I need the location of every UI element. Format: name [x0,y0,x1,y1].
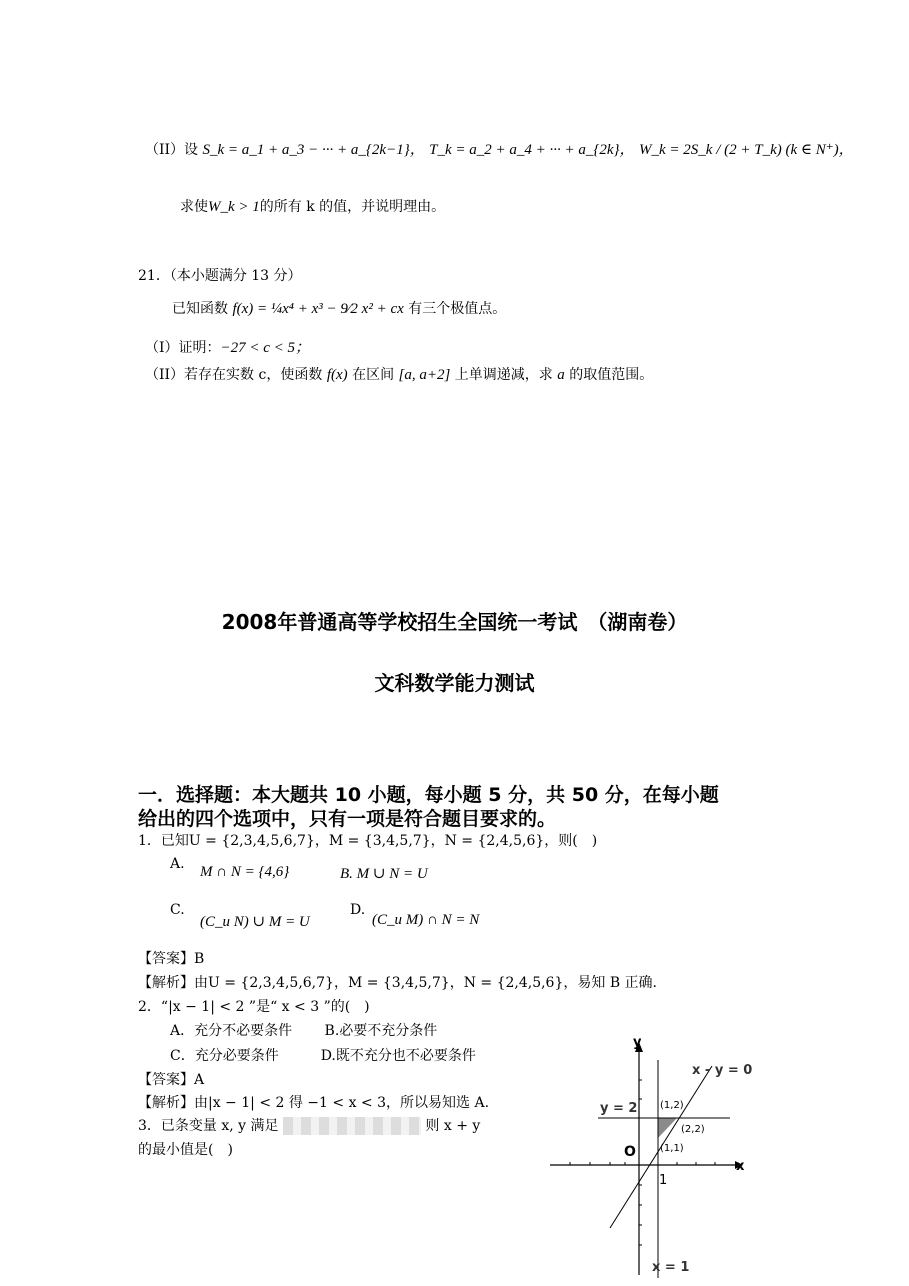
tick-1-label: 1 [659,1173,668,1188]
tk-formula: T_k = a_2 + a_4 + ··· + a_{2k}， [429,142,635,158]
problem21-part2 [145,364,653,384]
q1-answer: 【答案】B [138,951,205,967]
line-xy-label: x - y = 0 [692,1063,753,1078]
exam-subtitle: 文科数学能力测试 [374,671,535,695]
ask-prefix: 求使 [180,199,208,215]
part2-text-d: 的取值范围。 [569,367,654,383]
prev-part2-ask [180,196,445,216]
line-y2-label: y = 2 [600,1101,638,1116]
stem-suffix: 有三个极值点。 [408,301,507,317]
q1-opt-c-label: C. [170,902,185,918]
wk-formula: W_k = 2S_k / (2 + T_k) (k ∈ N⁺)， [639,142,854,158]
part2-interval: [a, a+2] [398,367,451,383]
q1-opt-a-label: A. [170,856,185,872]
sk-formula: S_k = a_1 + a_3 − ··· + a_{2k−1}， [202,142,425,158]
q1-opt-d: (C_u M) ∩ N = N [372,912,480,928]
point-1-2-label: (1,2) [660,1100,684,1111]
q3-constraints-image [283,1117,421,1135]
ask-suffix: 的所有 k 的值，并说明理由。 [259,199,446,215]
q3-stem [138,1115,480,1135]
problem21-part1 [145,336,310,357]
point-1-1-label: (1,1) [660,1143,684,1154]
section1-line1: 一．选择题：本大题共 10 小题，每小题 5 分，共 50 分，在每小题 [138,784,719,806]
q1-opt-c: (C_u N) ∪ M = U [200,914,310,930]
q3-stem-prefix: 3．已条变量 x, y 满足 [138,1118,279,1134]
problem21-head: 21．（本小题满分 13 分） [138,268,302,284]
part2-text-b: 在区间 [352,367,395,383]
feasible-region [658,1118,677,1138]
ask-math: W_k > 1 [208,199,260,215]
axis-y-label: y [633,1035,642,1050]
q1-stem: 1．已知U = {2,3,4,5,6,7}，M = {3,4,5,7}，N = {2,4,5,6}，则( ) [138,833,598,849]
stem-prefix: 已知函数 [172,301,228,317]
part2-a-var: a [557,367,565,383]
axis-x-label: x [736,1159,745,1174]
problem21-stem [172,298,506,318]
section1-line2: 给出的四个选项中，只有一项是符合题目要求的。 [138,808,557,830]
q2-stem: 2．“|x − 1| < 2 ”是“ x < 3 ”的( ) [138,999,370,1015]
stem-formula: f(x) = ¼x⁴ + x³ − 9⁄2 x² + cx [232,301,404,317]
q3-stem-suffix: 则 x + y [425,1118,481,1134]
q3-line2: 的最小值是( ) [138,1142,233,1158]
q2-options-ab: A．充分不必要条件 B.必要不充分条件 [170,1023,438,1039]
part1-label: （I）证明： [145,340,221,356]
q1-opt-b: B. M ∪ N = U [340,866,428,882]
part2-text-a: （II）若存在实数 c，使函数 [145,367,323,383]
prev-part2-line [145,138,854,159]
q2-answer: 【答案】A [138,1072,205,1088]
q1-opt-d-label: D. [350,902,366,918]
q2-options-cd: C．充分必要条件 D.既不充分也不必要条件 [170,1048,476,1064]
q2-analysis: 【解析】由|x − 1| < 2 得 −1 < x < 3，所以易知选 A. [138,1095,490,1111]
feasible-region-figure [540,1030,780,1280]
q1-analysis: 【解析】由U = {2,3,4,5,6,7}，M = {3,4,5,7}，N = {2,4,5,6}，易知 B 正确. [138,975,658,991]
point-2-2-label: (2,2) [681,1124,705,1135]
prev-part2-lead: （II）设 [145,142,199,158]
part2-fx: f(x) [326,367,348,383]
exam-title: 2008年普通高等学校招生全国统一考试 （湖南卷） [221,610,688,634]
part2-text-c: 上单调递减，求 [454,367,553,383]
origin-label: O [624,1144,636,1160]
part1-math: −27 < c < 5； [220,340,311,356]
q1-opt-a: M ∩ N = {4,6} [200,864,290,880]
line-x1-label: x = 1 [652,1260,690,1275]
